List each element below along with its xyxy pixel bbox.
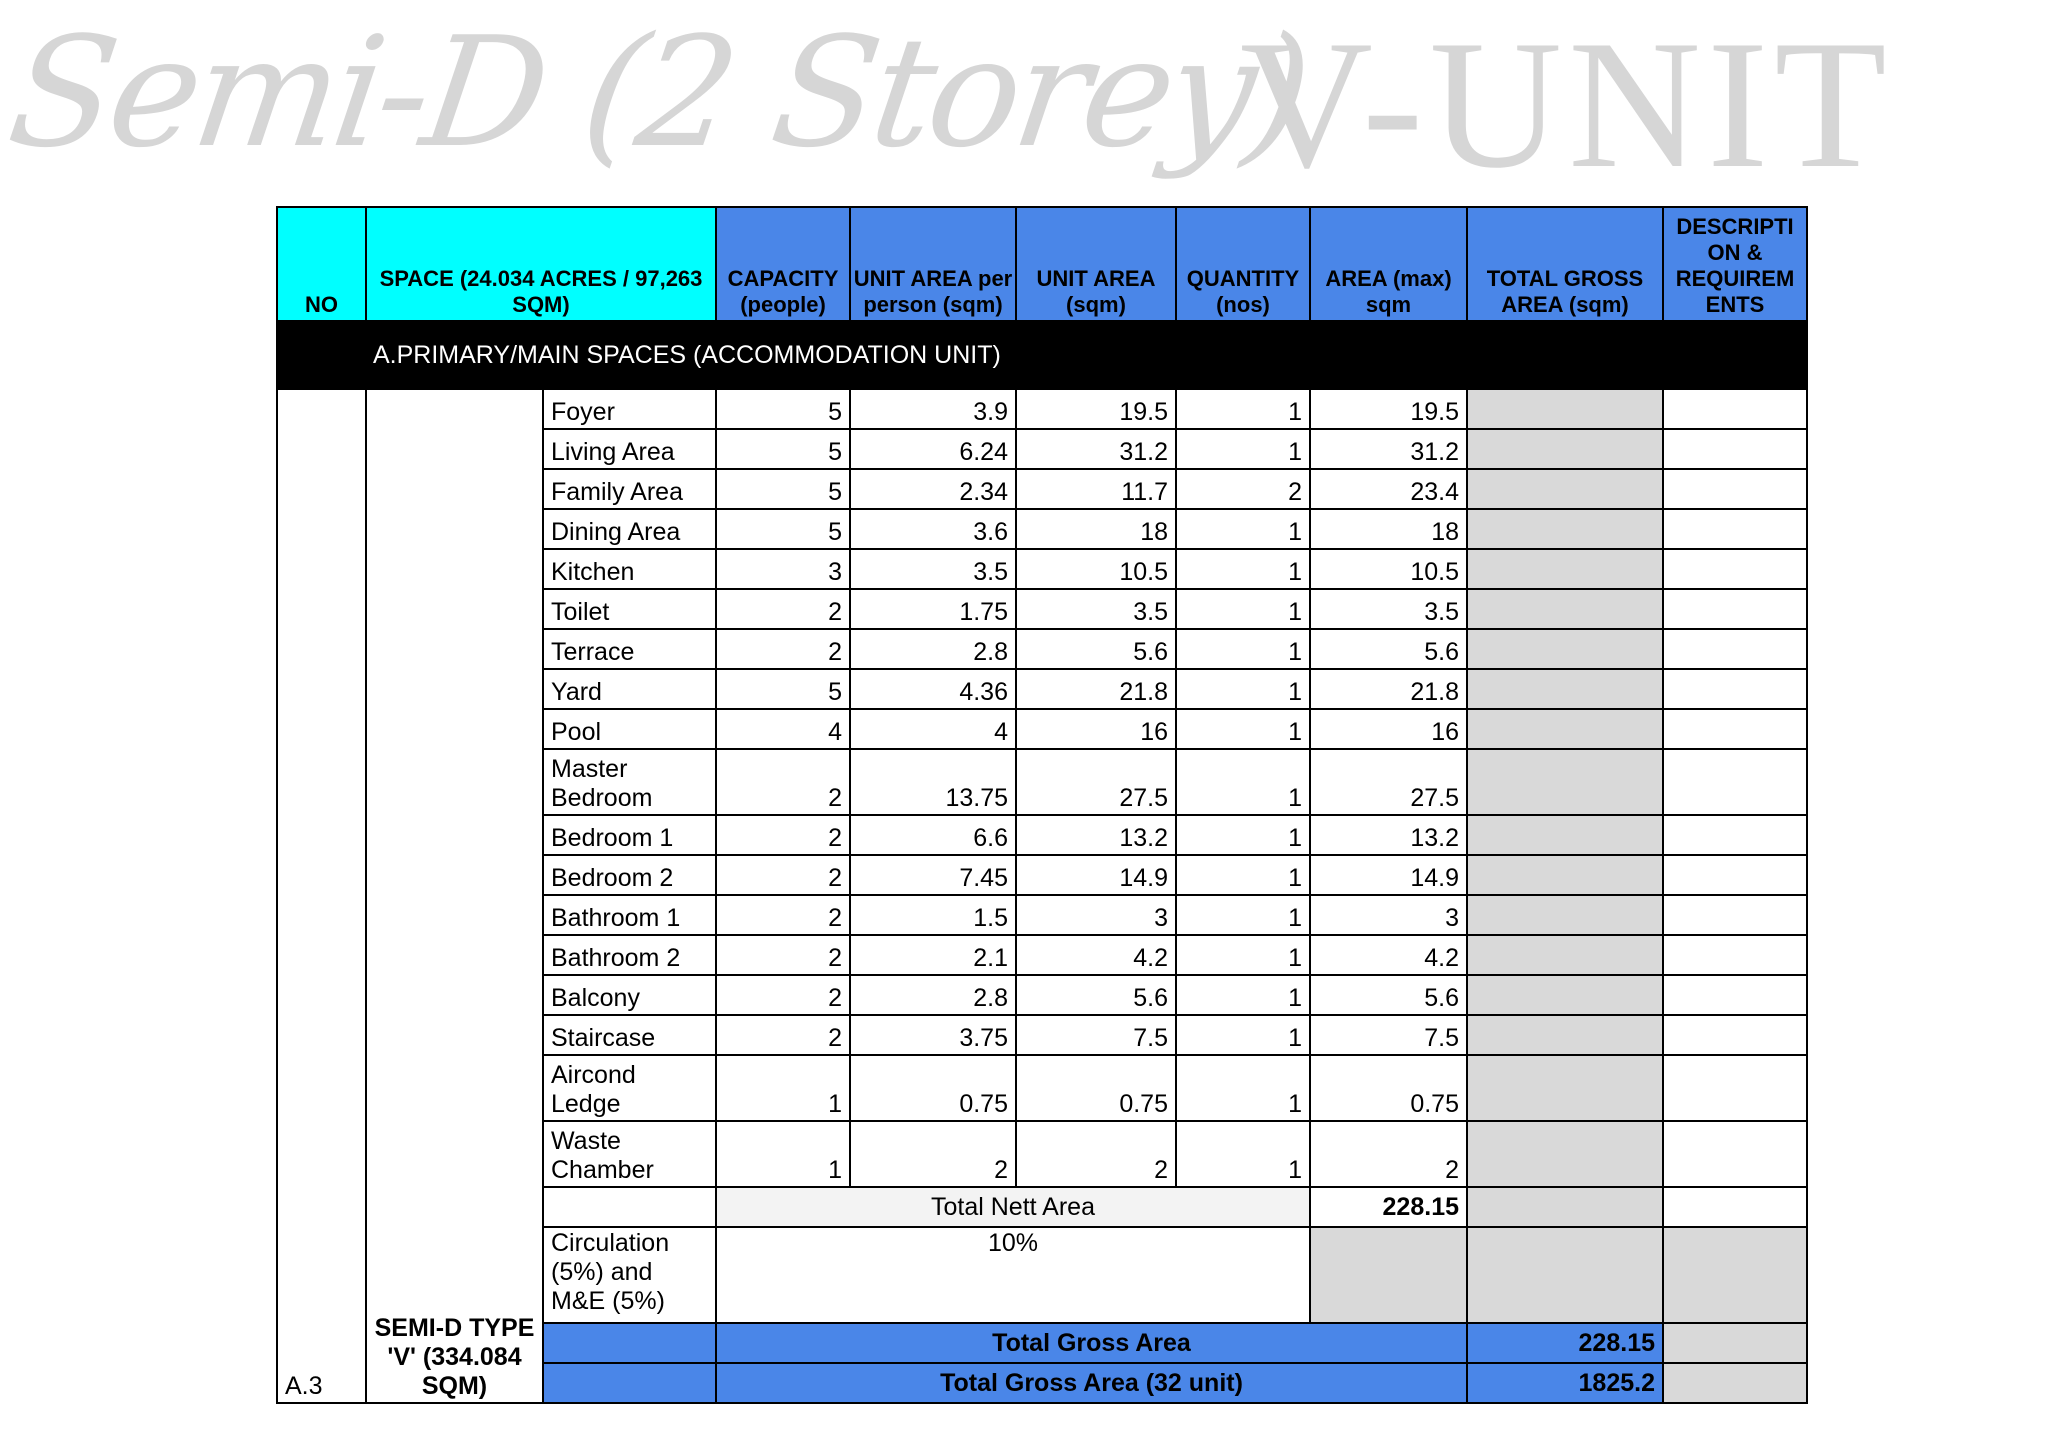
cell-unit-area: 18 <box>1016 509 1176 549</box>
cell-quantity: 1 <box>1176 1055 1310 1121</box>
header-capacity: CAPACITY (people) <box>716 207 850 321</box>
unit-space-label: SEMI-D TYPE 'V' (334.084 SQM) <box>366 389 543 1403</box>
cell-name: Kitchen <box>543 549 716 589</box>
cell-unit-area: 3 <box>1016 895 1176 935</box>
header-no: NO <box>277 207 366 321</box>
header-space: SPACE (24.034 ACRES / 97,263 SQM) <box>366 207 716 321</box>
cell-area-max: 23.4 <box>1310 469 1467 509</box>
cell-area-max: 16 <box>1310 709 1467 749</box>
cell-total-gross <box>1467 549 1663 589</box>
cell-description <box>1663 749 1807 815</box>
cell-per-person: 1.5 <box>850 895 1016 935</box>
cell-total-gross <box>1467 669 1663 709</box>
cell-capacity: 5 <box>716 429 850 469</box>
cell-description <box>1663 815 1807 855</box>
cell-name: Staircase <box>543 1015 716 1055</box>
cell-total-gross <box>1467 1015 1663 1055</box>
cell-quantity: 1 <box>1176 589 1310 629</box>
cell-name: Aircond Ledge <box>543 1055 716 1121</box>
cell-per-person: 4 <box>850 709 1016 749</box>
cell-unit-area: 13.2 <box>1016 815 1176 855</box>
cell-name: Toilet <box>543 589 716 629</box>
cell-total-gross <box>1467 1121 1663 1187</box>
cell-total-gross <box>1467 629 1663 669</box>
cell-capacity: 5 <box>716 669 850 709</box>
cell-unit-area: 3.5 <box>1016 589 1176 629</box>
cell-quantity: 1 <box>1176 1015 1310 1055</box>
circulation-description <box>1663 1227 1807 1323</box>
cell-description <box>1663 589 1807 629</box>
cell-unit-area: 27.5 <box>1016 749 1176 815</box>
cell-per-person: 2.8 <box>850 975 1016 1015</box>
cell-quantity: 1 <box>1176 669 1310 709</box>
cell-name: Waste Chamber <box>543 1121 716 1187</box>
cell-unit-area: 5.6 <box>1016 975 1176 1015</box>
cell-unit-area: 10.5 <box>1016 549 1176 589</box>
cell-per-person: 3.75 <box>850 1015 1016 1055</box>
cell-area-max: 14.9 <box>1310 855 1467 895</box>
section-title: A.PRIMARY/MAIN SPACES (ACCOMMODATION UNIT) <box>366 321 1016 389</box>
cell-quantity: 1 <box>1176 389 1310 429</box>
cell-quantity: 1 <box>1176 935 1310 975</box>
cell-quantity: 1 <box>1176 815 1310 855</box>
nett-blank <box>543 1187 716 1227</box>
cell-capacity: 2 <box>716 895 850 935</box>
cell-unit-area: 0.75 <box>1016 1055 1176 1121</box>
cell-total-gross <box>1467 815 1663 855</box>
cell-per-person: 2.34 <box>850 469 1016 509</box>
circulation-value: 10% <box>716 1227 1310 1323</box>
cell-area-max: 13.2 <box>1310 815 1467 855</box>
cell-quantity: 1 <box>1176 1121 1310 1187</box>
cell-area-max: 2 <box>1310 1121 1467 1187</box>
cell-per-person: 3.9 <box>850 389 1016 429</box>
cell-per-person: 2.8 <box>850 629 1016 669</box>
cell-name: Bedroom 1 <box>543 815 716 855</box>
cell-capacity: 2 <box>716 1015 850 1055</box>
header-total-gross: TOTAL GROSS AREA (sqm) <box>1467 207 1663 321</box>
cell-per-person: 13.75 <box>850 749 1016 815</box>
cell-area-max: 19.5 <box>1310 389 1467 429</box>
header-unit-area-per-person: UNIT AREA per person (sqm) <box>850 207 1016 321</box>
cell-area-max: 27.5 <box>1310 749 1467 815</box>
section-row <box>277 321 1807 389</box>
unit-no: A.3 <box>277 389 366 1403</box>
nett-area-value: 228.15 <box>1310 1187 1467 1227</box>
circulation-label: Circulation (5%) and M&E (5%) <box>543 1227 716 1323</box>
cell-capacity: 2 <box>716 935 850 975</box>
cell-quantity: 1 <box>1176 855 1310 895</box>
cell-quantity: 1 <box>1176 509 1310 549</box>
cell-per-person: 0.75 <box>850 1055 1016 1121</box>
cell-total-gross <box>1467 749 1663 815</box>
cell-quantity: 1 <box>1176 749 1310 815</box>
cell-name: Bathroom 2 <box>543 935 716 975</box>
gross32-blank <box>543 1363 716 1403</box>
header-unit-area: UNIT AREA (sqm) <box>1016 207 1176 321</box>
cell-name: Family Area <box>543 469 716 509</box>
cell-per-person: 2 <box>850 1121 1016 1187</box>
cell-quantity: 1 <box>1176 709 1310 749</box>
cell-name: Bedroom 2 <box>543 855 716 895</box>
cell-description <box>1663 669 1807 709</box>
space-requirements-table <box>276 206 1808 1404</box>
cell-total-gross <box>1467 855 1663 895</box>
nett-total-gross <box>1467 1187 1663 1227</box>
section-no-cell <box>277 321 366 389</box>
cell-name: Master Bedroom <box>543 749 716 815</box>
cell-per-person: 7.45 <box>850 855 1016 895</box>
cell-area-max: 5.6 <box>1310 629 1467 669</box>
cell-name: Dining Area <box>543 509 716 549</box>
cell-capacity: 2 <box>716 975 850 1015</box>
cell-quantity: 1 <box>1176 975 1310 1015</box>
cell-total-gross <box>1467 1055 1663 1121</box>
cell-name: Living Area <box>543 429 716 469</box>
cell-quantity: 2 <box>1176 469 1310 509</box>
cell-capacity: 2 <box>716 855 850 895</box>
cell-total-gross <box>1467 935 1663 975</box>
cell-name: Foyer <box>543 389 716 429</box>
cell-capacity: 5 <box>716 469 850 509</box>
cell-capacity: 2 <box>716 629 850 669</box>
section-fill <box>1016 321 1807 389</box>
cell-quantity: 1 <box>1176 629 1310 669</box>
header-area-max: AREA (max) sqm <box>1310 207 1467 321</box>
cell-unit-area: 7.5 <box>1016 1015 1176 1055</box>
cell-unit-area: 21.8 <box>1016 669 1176 709</box>
cell-per-person: 6.6 <box>850 815 1016 855</box>
cell-description <box>1663 509 1807 549</box>
cell-capacity: 3 <box>716 549 850 589</box>
cell-total-gross <box>1467 509 1663 549</box>
cell-unit-area: 5.6 <box>1016 629 1176 669</box>
cell-per-person: 1.75 <box>850 589 1016 629</box>
cell-capacity: 1 <box>716 1121 850 1187</box>
cell-quantity: 1 <box>1176 895 1310 935</box>
cell-area-max: 4.2 <box>1310 935 1467 975</box>
cell-description <box>1663 935 1807 975</box>
gross-description <box>1663 1323 1807 1363</box>
cell-capacity: 4 <box>716 709 850 749</box>
cell-area-max: 21.8 <box>1310 669 1467 709</box>
cell-per-person: 3.6 <box>850 509 1016 549</box>
cell-description <box>1663 1015 1807 1055</box>
cell-capacity: 5 <box>716 389 850 429</box>
gross-blank <box>543 1323 716 1363</box>
cell-capacity: 2 <box>716 815 850 855</box>
cell-area-max: 5.6 <box>1310 975 1467 1015</box>
cell-quantity: 1 <box>1176 429 1310 469</box>
cell-total-gross <box>1467 389 1663 429</box>
cell-area-max: 7.5 <box>1310 1015 1467 1055</box>
cell-name: Yard <box>543 669 716 709</box>
cell-total-gross <box>1467 895 1663 935</box>
cell-area-max: 10.5 <box>1310 549 1467 589</box>
cell-description <box>1663 629 1807 669</box>
title-script: Semi-D (2 Storey) <box>0 4 1317 181</box>
cell-unit-area: 2 <box>1016 1121 1176 1187</box>
cell-capacity: 5 <box>716 509 850 549</box>
page-title <box>0 0 2048 205</box>
header-quantity: QUANTITY (nos) <box>1176 207 1310 321</box>
cell-name: Balcony <box>543 975 716 1015</box>
cell-description <box>1663 709 1807 749</box>
nett-area-label: Total Nett Area <box>716 1187 1310 1227</box>
gross32-label: Total Gross Area (32 unit) <box>716 1363 1467 1403</box>
cell-name: Terrace <box>543 629 716 669</box>
cell-unit-area: 19.5 <box>1016 389 1176 429</box>
cell-unit-area: 4.2 <box>1016 935 1176 975</box>
cell-capacity: 1 <box>716 1055 850 1121</box>
cell-description <box>1663 1055 1807 1121</box>
cell-name: Pool <box>543 709 716 749</box>
header-row <box>277 207 1807 321</box>
nett-description <box>1663 1187 1807 1227</box>
cell-description <box>1663 895 1807 935</box>
cell-total-gross <box>1467 589 1663 629</box>
cell-area-max: 18 <box>1310 509 1467 549</box>
cell-total-gross <box>1467 975 1663 1015</box>
cell-area-max: 0.75 <box>1310 1055 1467 1121</box>
cell-description <box>1663 429 1807 469</box>
cell-total-gross <box>1467 469 1663 509</box>
cell-description <box>1663 1121 1807 1187</box>
cell-unit-area: 31.2 <box>1016 429 1176 469</box>
cell-per-person: 2.1 <box>850 935 1016 975</box>
cell-per-person: 3.5 <box>850 549 1016 589</box>
cell-unit-area: 11.7 <box>1016 469 1176 509</box>
cell-quantity: 1 <box>1176 549 1310 589</box>
cell-area-max: 31.2 <box>1310 429 1467 469</box>
cell-description <box>1663 469 1807 509</box>
cell-unit-area: 14.9 <box>1016 855 1176 895</box>
cell-total-gross <box>1467 709 1663 749</box>
cell-description <box>1663 389 1807 429</box>
cell-capacity: 2 <box>716 589 850 629</box>
cell-total-gross <box>1467 429 1663 469</box>
circulation-area <box>1310 1227 1467 1323</box>
cell-per-person: 6.24 <box>850 429 1016 469</box>
cell-description <box>1663 855 1807 895</box>
table-row <box>277 389 1807 429</box>
gross-area-value: 228.15 <box>1467 1323 1663 1363</box>
header-description: DESCRIPTI ON & REQUIREM ENTS <box>1663 207 1807 321</box>
cell-name: Bathroom 1 <box>543 895 716 935</box>
cell-area-max: 3.5 <box>1310 589 1467 629</box>
cell-description <box>1663 975 1807 1015</box>
circulation-total-gross <box>1467 1227 1663 1323</box>
gross32-description <box>1663 1363 1807 1403</box>
cell-description <box>1663 549 1807 589</box>
cell-unit-area: 16 <box>1016 709 1176 749</box>
cell-per-person: 4.36 <box>850 669 1016 709</box>
gross32-value: 1825.2 <box>1467 1363 1663 1403</box>
cell-capacity: 2 <box>716 749 850 815</box>
title-caps: V-UNIT <box>1240 2 1893 206</box>
gross-area-label: Total Gross Area <box>716 1323 1467 1363</box>
cell-area-max: 3 <box>1310 895 1467 935</box>
